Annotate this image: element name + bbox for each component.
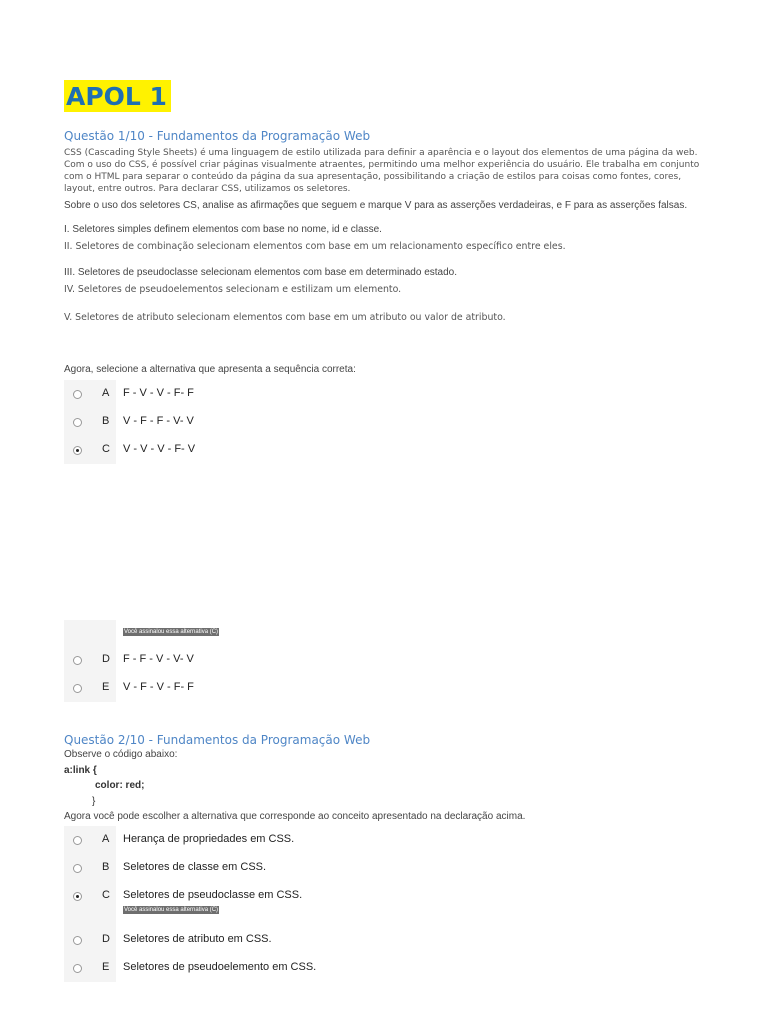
option-letter: C (102, 889, 110, 901)
q1-option-d[interactable] (64, 646, 116, 674)
statement-1: I. Seletores simples definem elementos com base no nome, id e classe. (64, 224, 382, 235)
q1-option-b-text: V - F - F - V- V (123, 415, 194, 427)
question-2-intro: Observe o código abaixo: (64, 749, 178, 760)
option-letter: E (102, 961, 110, 973)
option-letter: E (102, 681, 110, 693)
q2-option-d[interactable] (64, 926, 116, 954)
q1-badge-row (64, 620, 116, 646)
q2-option-e-text: Seletores de pseudoelemento em CSS. (123, 961, 317, 973)
q2-option-a[interactable] (64, 826, 116, 854)
question-1-paragraph: CSS (Cascading Style Sheets) é uma linguagem de estilo utilizada para definir a aparência e o layout dos elementos de uma página da web. Com o uso do CSS, é possível criar páginas visualmente atraentes, permitindo uma melhor experiência do usuário. Ele trabalha em conjunto com o HTML para separar o conteúdo da página da sua apresentação, possibilitando a criação de estilos para coisas como fontes, cores, layout, entre outros. Para declarar CSS, utilizamos os seletores. (64, 148, 700, 194)
code-line-1: a:link { (64, 765, 97, 776)
code-line-3: } (92, 796, 96, 807)
option-letter: B (102, 415, 110, 427)
selected-answer-badge: Você assinalou essa alternativa (C) (124, 907, 219, 913)
option-letter: D (102, 933, 110, 945)
option-letter: C (102, 443, 110, 455)
q2-option-e[interactable] (64, 954, 116, 982)
selected-answer-badge: Você assinalou essa alternativa (C) (124, 629, 219, 635)
question-2-prompt: Agora você pode escolher a alternativa que corresponde ao conceito apresentado na declaração acima. (64, 811, 526, 822)
q2-option-b[interactable] (64, 854, 116, 882)
radio-unselected-icon[interactable] (73, 864, 82, 873)
page-title: APOL 1 (64, 80, 171, 112)
q1-option-a[interactable] (64, 380, 116, 408)
radio-unselected-icon[interactable] (73, 418, 82, 427)
statement-4: IV. Seletores de pseudoelementos selecionam e estilizam um elemento. (64, 284, 402, 295)
statement-5: V. Seletores de atributo selecionam elementos com base em um atributo ou valor de atributo. (64, 312, 506, 323)
option-letter: D (102, 653, 110, 665)
q2-option-c-text: Seletores de pseudoclasse em CSS. (123, 889, 303, 901)
q1-option-c-text: V - V - V - F- V (123, 443, 196, 455)
q1-option-e[interactable] (64, 674, 116, 702)
radio-unselected-icon[interactable] (73, 836, 82, 845)
q2-option-d-text: Seletores de atributo em CSS. (123, 933, 272, 945)
question-1-prompt: Agora, selecione a alternativa que apresenta a sequência correta: (64, 364, 356, 375)
q2-option-c[interactable] (64, 882, 116, 926)
option-letter: A (102, 833, 110, 845)
radio-unselected-icon[interactable] (73, 684, 82, 693)
q1-option-e-text: V - F - V - F- F (123, 681, 194, 693)
radio-selected-icon[interactable] (73, 892, 82, 901)
radio-unselected-icon[interactable] (73, 964, 82, 973)
question-1-heading: Questão 1/10 - Fundamentos da Programação Web (64, 129, 371, 143)
q1-option-a-text: F - V - V - F- F (123, 387, 194, 399)
radio-unselected-icon[interactable] (73, 656, 82, 665)
q1-option-d-text: F - F - V - V- V (123, 653, 194, 665)
code-line-2: color: red; (95, 780, 145, 791)
radio-selected-icon[interactable] (73, 446, 82, 455)
radio-unselected-icon[interactable] (73, 390, 82, 399)
option-letter: B (102, 861, 110, 873)
option-letter: A (102, 387, 110, 399)
statement-2: II. Seletores de combinação selecionam elementos com base em um relacionamento específico entre eles. (64, 241, 566, 252)
q2-option-a-text: Herança de propriedades em CSS. (123, 833, 295, 845)
question-2-heading: Questão 2/10 - Fundamentos da Programação Web (64, 733, 371, 747)
q2-option-b-text: Seletores de classe em CSS. (123, 861, 267, 873)
q1-option-c[interactable] (64, 436, 116, 464)
statement-3: III. Seletores de pseudoclasse selecionam elementos com base em determinado estado. (64, 267, 457, 278)
question-1-instruction: Sobre o uso dos seletores CS, analise as afirmações que seguem e marque V para as asserções verdadeiras, e F para as asserções falsas. (64, 200, 688, 211)
q1-option-b[interactable] (64, 408, 116, 436)
radio-unselected-icon[interactable] (73, 936, 82, 945)
